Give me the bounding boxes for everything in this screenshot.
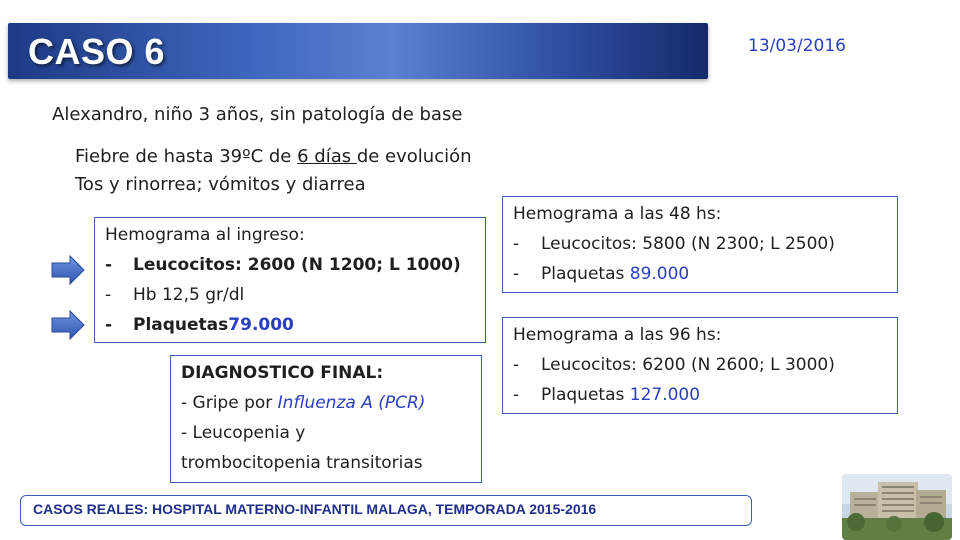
arrow-right-icon xyxy=(50,254,86,286)
plaquetas-value: 89.000 xyxy=(629,264,690,284)
plaquetas-label: Plaquetas xyxy=(541,385,630,405)
influenza-label: Influenza A (PCR) xyxy=(277,393,426,413)
hemoglobina-value: Hb 12,5 gr/dl xyxy=(133,285,245,305)
fever-text-end: de evolución xyxy=(356,146,472,167)
diagnostico-line: - Leucopenia y xyxy=(181,423,306,443)
list-dash: - xyxy=(513,385,520,405)
list-item xyxy=(105,310,475,340)
leucocitos-value: Leucocitos: 5800 (N 2300; L 2500) xyxy=(541,234,835,254)
diagnostico-line: trombocitopenia transitorias xyxy=(181,453,423,473)
hospital-photo xyxy=(842,474,952,540)
slide-title: CASO 6 xyxy=(28,31,166,72)
list-dash: - xyxy=(105,255,113,275)
list-item xyxy=(105,280,475,310)
symptom-line-other: Tos y rinorrea; vómitos y diarrea xyxy=(75,174,366,195)
list-item xyxy=(105,250,475,280)
hemograma-48-box xyxy=(502,196,898,293)
hemograma-96-title: Hemograma a las 96 hs: xyxy=(513,325,722,345)
list-item xyxy=(513,259,887,289)
leucocitos-value: Leucocitos: 6200 (N 2600; L 3000) xyxy=(541,355,835,375)
plaquetas-label: Plaquetas xyxy=(541,264,630,284)
diagnostico-line xyxy=(181,388,471,418)
fever-duration: 6 días xyxy=(297,146,357,167)
diagnostico-title: DIAGNOSTICO FINAL: xyxy=(181,363,384,383)
hemograma-96-box xyxy=(502,317,898,414)
diagnostico-text: - Gripe por xyxy=(181,393,278,413)
patient-description: Alexandro, niño 3 años, sin patología de base xyxy=(52,104,463,125)
hemograma-ingreso-box xyxy=(94,217,486,343)
list-item xyxy=(513,229,887,259)
list-item xyxy=(513,350,887,380)
list-item xyxy=(513,380,887,410)
plaquetas-value: 79.000 xyxy=(228,315,294,335)
symptoms-block xyxy=(75,143,472,199)
list-dash: - xyxy=(513,234,520,254)
list-dash: - xyxy=(513,355,520,375)
hemograma-ingreso-title: Hemograma al ingreso: xyxy=(105,225,305,245)
fever-text: Fiebre de hasta 39ºC de xyxy=(75,146,298,167)
list-dash: - xyxy=(105,285,112,305)
slide-date: 13/03/2016 xyxy=(748,36,846,56)
hemograma-48-title: Hemograma a las 48 hs: xyxy=(513,204,722,224)
arrow-right-icon xyxy=(50,309,86,341)
plaquetas-label: Plaquetas xyxy=(133,315,229,335)
footer-caption: CASOS REALES: HOSPITAL MATERNO-INFANTIL MALAGA, TEMPORADA 2015-2016 xyxy=(20,495,752,526)
leucocitos-value: Leucocitos: 2600 (N 1200; L 1000) xyxy=(133,255,461,275)
title-banner xyxy=(8,23,708,79)
list-dash: - xyxy=(105,315,113,335)
symptom-line-fever xyxy=(75,143,472,171)
plaquetas-value: 127.000 xyxy=(629,385,701,405)
diagnostico-final-box xyxy=(170,355,482,483)
list-dash: - xyxy=(513,264,520,284)
